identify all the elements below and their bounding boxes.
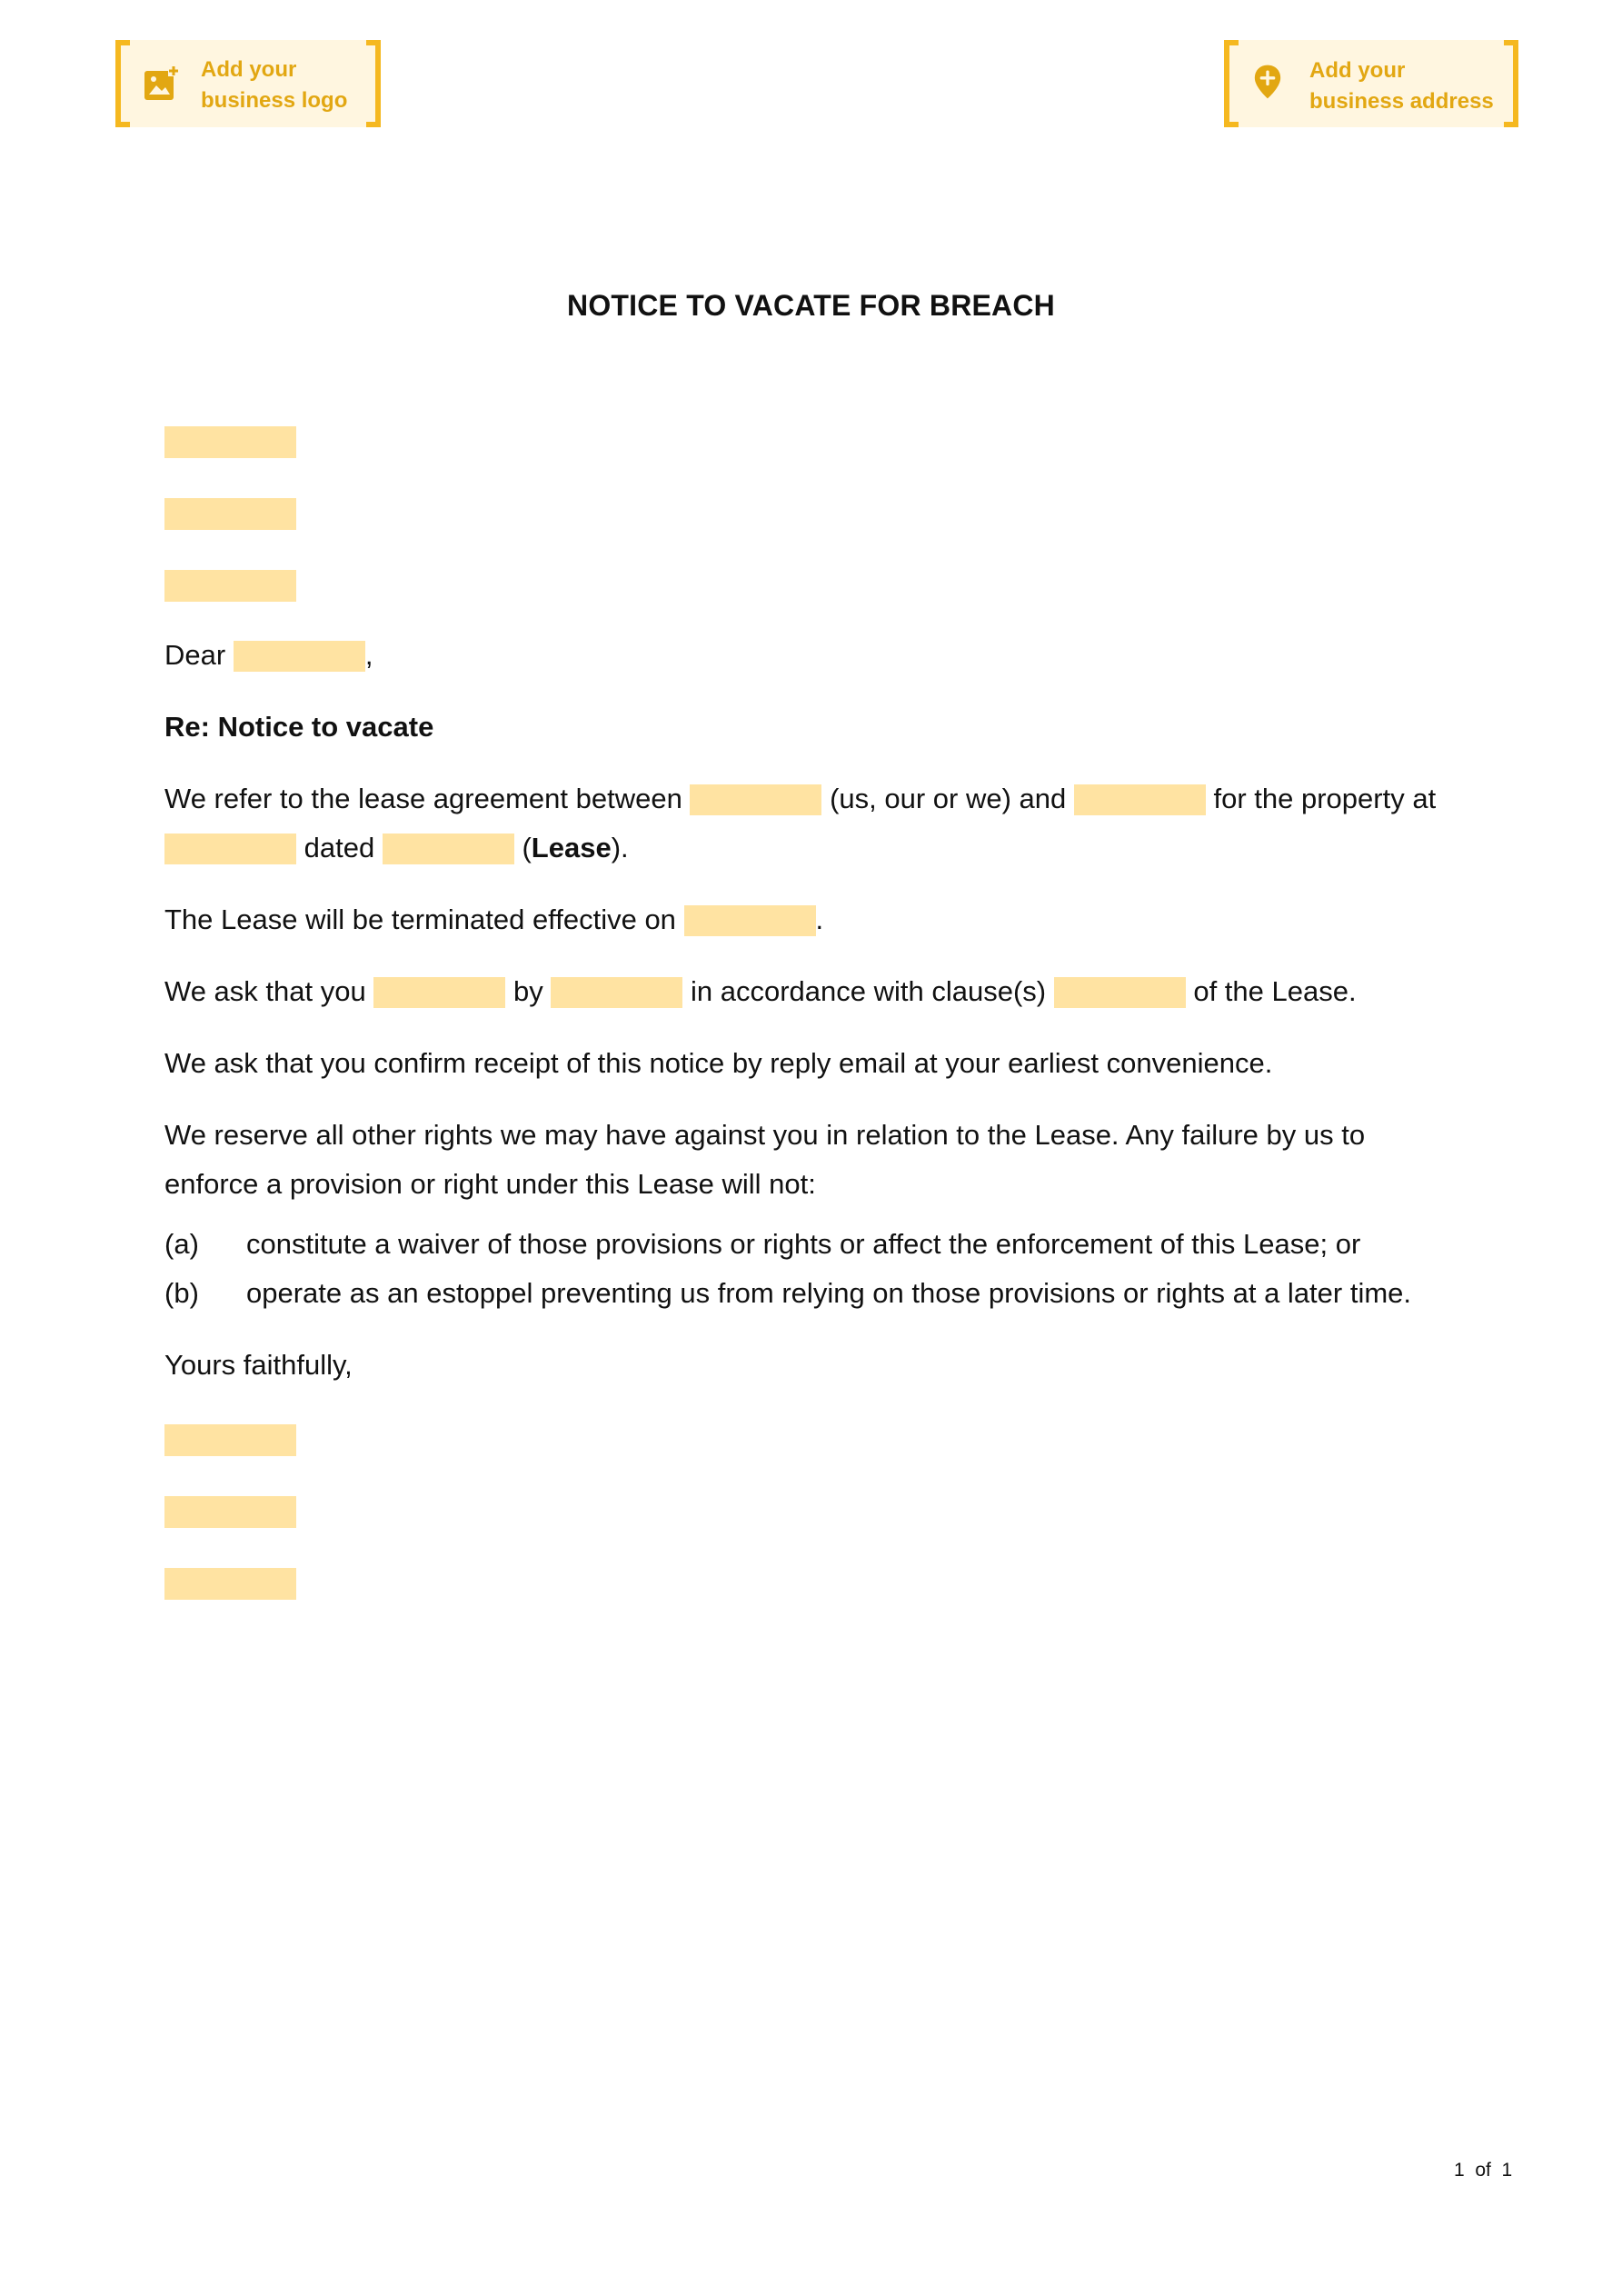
address-placeholder-label: Add your business address — [1309, 58, 1494, 114]
request-paragraph: We ask that you by in accordance with clause(s) of the Lease. — [164, 975, 1357, 1007]
closing: Yours faithfully, — [164, 1349, 353, 1381]
clause-number-field[interactable] — [1054, 977, 1186, 1008]
property-address-field[interactable] — [164, 834, 296, 864]
page-number: 1 of 1 — [1454, 2160, 1513, 2181]
logo-placeholder-label: Add your business logo — [201, 57, 348, 113]
salutation: Dear , — [164, 639, 373, 671]
recipient-address-field[interactable] — [164, 498, 296, 530]
list-item: (b) operate as an estoppel preventing us from relying on those provisions or rights at a later time. — [164, 1277, 1412, 1309]
landlord-name-field[interactable] — [690, 784, 821, 815]
confirm-receipt-paragraph: We ask that you confirm receipt of this notice by reply email at your earliest convenience. — [164, 1047, 1273, 1079]
recipient-date-field[interactable] — [164, 570, 296, 602]
document-title: NOTICE TO VACATE FOR BREACH — [567, 289, 1055, 322]
signatory-title-field[interactable] — [164, 1496, 296, 1528]
list-item: (a) constitute a waiver of those provisions or rights or affect the enforcement of this Lease; or — [164, 1228, 1361, 1260]
lease-date-field[interactable] — [383, 834, 514, 864]
image-add-icon — [143, 65, 179, 102]
salutation-name-field[interactable] — [234, 641, 365, 672]
signatory-company-field[interactable] — [164, 1568, 296, 1600]
termination-date-field[interactable] — [684, 905, 816, 936]
requested-action-field[interactable] — [373, 977, 505, 1008]
location-pin-plus-icon — [1249, 64, 1286, 100]
tenant-name-field[interactable] — [1074, 784, 1206, 815]
signatory-name-field[interactable] — [164, 1424, 296, 1456]
reserve-rights-paragraph-line1: We reserve all other rights we may have against you in relation to the Lease. Any failure by us to — [164, 1119, 1366, 1151]
lease-reference-paragraph-line1: We refer to the lease agreement between (us, our or we) and for the property at — [164, 783, 1437, 814]
recipient-name-field[interactable] — [164, 426, 296, 458]
add-business-address-button[interactable] — [1224, 40, 1518, 127]
add-business-logo-button[interactable] — [115, 40, 381, 127]
lease-reference-paragraph-line2: dated (Lease). — [164, 830, 629, 866]
subject-line: Re: Notice to vacate — [164, 711, 434, 743]
deadline-date-field[interactable] — [551, 977, 682, 1008]
termination-paragraph: The Lease will be terminated effective on . — [164, 903, 824, 935]
reserve-rights-paragraph-line2: enforce a provision or right under this Lease will not: — [164, 1168, 816, 1200]
